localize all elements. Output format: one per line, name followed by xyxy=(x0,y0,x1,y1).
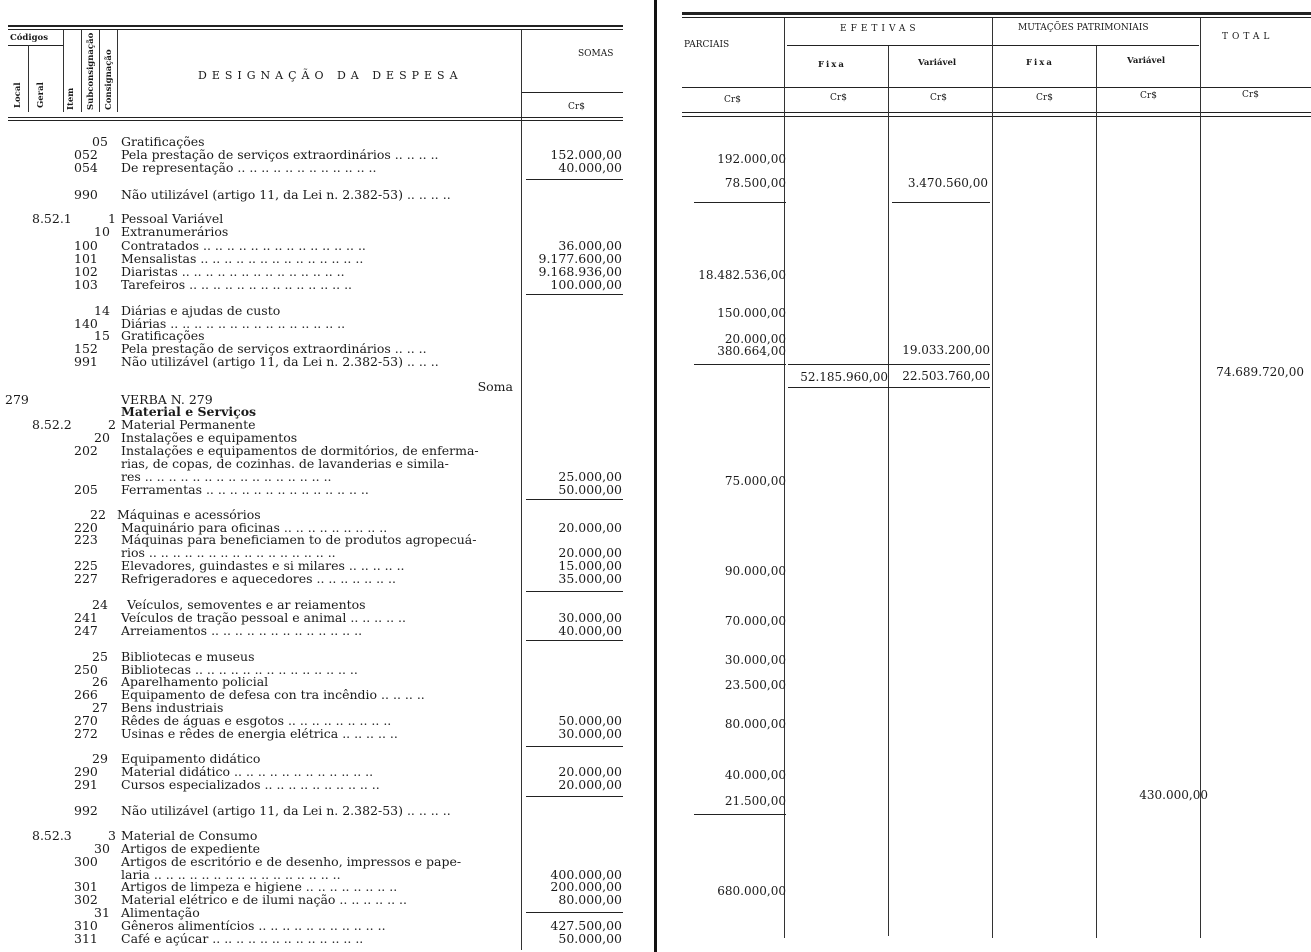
table-row: 247 Arreiamentos .. .. .. .. .. .. .. .. .. .. .. .. .. 40.000,00 xyxy=(74,623,622,638)
table-row: 279 VERBA N. 279 xyxy=(5,392,213,407)
table-row: 101 Mensalistas .. .. .. .. .. .. .. .. .. .. .. .. .. .. 9.177.600,00 xyxy=(74,251,622,266)
efetivas-total-rule xyxy=(788,364,990,365)
table-row: 241 Veículos de tração pessoal e animal .. .. .. .. .. 30.000,00 xyxy=(74,610,622,625)
col-consignacao-header: Consignação xyxy=(104,49,114,110)
efetivas-variavel-value: 22.503.760,00 xyxy=(902,369,990,383)
table-row: laria .. .. .. .. .. .. .. .. .. .. .. .. .. .. .. .. 400.000,00 xyxy=(121,867,622,882)
table-row: 24 Veículos, semoventes e ar reiamentos xyxy=(92,597,366,612)
col-subconsignacao-header: Subconsignação xyxy=(86,32,96,110)
table-row: 220 Maquinário para oficinas .. .. .. .. .. .. .. .. .. 20.000,00 xyxy=(74,520,622,535)
table-row: 30 Artigos de expediente xyxy=(94,841,261,856)
efetivas-variavel-column-rule xyxy=(992,18,993,938)
mutacoes-variavel-header: Variável xyxy=(1127,56,1166,66)
table-row: 227 Refrigeradores e aquecedores .. .. .. .. .. .. .. 35.000,00 xyxy=(74,571,622,586)
header-top-rule xyxy=(8,25,623,27)
efetivas-total-rule-bottom xyxy=(788,387,990,388)
header-top-rule-thin xyxy=(8,29,623,30)
table-row: Material e Serviços xyxy=(121,404,257,419)
parciais-rule xyxy=(694,814,786,815)
table-row: 202 Instalações e equipamentos de dormitórios, de enferma- xyxy=(74,443,479,458)
efetivas-fixa-currency: Cr$ xyxy=(830,93,847,103)
efetivas-variavel-rule xyxy=(892,202,990,203)
table-row: 311 Café e açúcar .. .. .. .. .. .. .. .. .. .. .. .. .. 50.000,00 xyxy=(74,931,622,946)
table-row: 8.52.1 1 Pessoal Variável xyxy=(32,211,224,226)
table-row: 22 Máquinas e acessórios xyxy=(90,507,261,522)
parciais-value: 80.000,00 xyxy=(724,717,786,731)
currency-rule-top xyxy=(682,87,1311,88)
total-currency: Cr$ xyxy=(1242,90,1259,100)
header-sep xyxy=(63,30,64,112)
subtotal-rule xyxy=(526,591,623,592)
right-header-top-rule xyxy=(682,12,1311,15)
page-gutter xyxy=(654,0,657,952)
efetivas-header: EFETIVAS xyxy=(840,24,920,34)
table-row: 302 Material elétrico e de ilumi nação .. .. .. .. .. .. 80.000,00 xyxy=(74,892,622,907)
header-sep xyxy=(81,30,82,112)
table-row: 270 Rêdes de águas e esgotos .. .. .. .. .. .. .. .. .. 50.000,00 xyxy=(74,713,622,728)
table-row: 29 Equipamento didático xyxy=(92,751,261,766)
table-row: 15 Gratificações xyxy=(94,328,205,343)
mutacoes-variavel-currency: Cr$ xyxy=(1140,91,1157,101)
table-row: 26 Aparelhamento policial xyxy=(92,674,269,689)
subtotal-rule xyxy=(526,796,623,797)
table-row: 103 Tarefeiros .. .. .. .. .. .. .. .. .. .. .. .. .. .. 100.000,00 xyxy=(74,277,622,292)
table-row: res .. .. .. .. .. .. .. .. .. .. .. .. .. .. .. .. 25.000,00 xyxy=(121,469,622,484)
table-row: 205 Ferramentas .. .. .. .. .. .. .. .. .. .. .. .. .. .. 50.000,00 xyxy=(74,482,622,497)
designacao-title: DESIGNAÇÃO DA DESPESA xyxy=(198,69,463,82)
parciais-value: 23.500,00 xyxy=(724,678,786,692)
efetivas-variavel-header: Variável xyxy=(918,58,957,68)
mutacoes-fixa-currency: Cr$ xyxy=(1036,93,1053,103)
col-local-header: Local xyxy=(13,82,23,108)
table-row: 250 Bibliotecas .. .. .. .. .. .. .. .. .. .. .. .. .. .. xyxy=(74,662,358,677)
efetivas-fixa-column-rule xyxy=(888,46,889,936)
header-bottom-rule-2 xyxy=(682,116,1311,117)
subtotal-rule xyxy=(526,499,623,500)
parciais-value: 150.000,00 xyxy=(717,306,786,320)
table-row: 27 Bens industriais xyxy=(92,700,224,715)
table-row: 990 Não utilizável (artigo 11, da Lei n. 2.382-53) .. .. .. .. xyxy=(74,187,451,202)
table-row: 05 Gratificações xyxy=(92,134,205,149)
table-row: 25 Bibliotecas e museus xyxy=(92,649,255,664)
codigos-underline xyxy=(8,45,64,46)
parciais-rule xyxy=(694,202,786,203)
table-row: 223 Máquinas para beneficiamen to de produtos agropecuá- xyxy=(74,532,477,547)
parciais-value: 380.664,00 xyxy=(717,344,786,358)
table-row: 054 De representação .. .. .. .. .. .. .. .. .. .. .. .. 40.000,00 xyxy=(74,160,622,175)
somas-label: SOMAS xyxy=(578,49,614,59)
table-row: 310 Gêneros alimentícios .. .. .. .. .. .. .. .. .. .. .. 427.500,00 xyxy=(74,918,622,933)
parciais-value: 90.000,00 xyxy=(724,564,786,578)
mutacoes-variavel-value: 430.000,00 xyxy=(1139,788,1208,802)
parciais-value: 70.000,00 xyxy=(724,614,786,628)
parciais-currency: Cr$ xyxy=(724,95,741,105)
parciais-value: 75.000,00 xyxy=(724,474,786,488)
header-bottom-rule xyxy=(682,112,1311,113)
table-row: 20 Instalações e equipamentos xyxy=(94,430,298,445)
table-row: rios .. .. .. .. .. .. .. .. .. .. .. .. .. .. .. .. 20.000,00 xyxy=(121,545,622,560)
efetivas-variavel-value: 3.470.560,00 xyxy=(907,176,988,190)
mutacoes-fixa-header: Fixa xyxy=(1026,58,1054,68)
parciais-value: 30.000,00 xyxy=(724,653,786,667)
parciais-value: 40.000,00 xyxy=(724,768,786,782)
somas-rule xyxy=(522,92,623,93)
table-row: 225 Elevadores, guindastes e si milares .. .. .. .. .. 15.000,00 xyxy=(74,558,622,573)
table-row: 8.52.2 2 Material Permanente xyxy=(32,417,256,432)
header-bottom-rule xyxy=(8,117,623,118)
table-row: 10 Extranumerários xyxy=(94,224,229,239)
table-row: 102 Diaristas .. .. .. .. .. .. .. .. .. .. .. .. .. .. 9.168.936,00 xyxy=(74,264,622,279)
col-item-header: Item xyxy=(66,87,76,110)
parciais-value: 192.000,00 xyxy=(717,152,786,166)
subtotal-rule xyxy=(526,294,623,295)
table-row: 301 Artigos de limpeza e higiene .. .. .. .. .. .. .. .. 200.000,00 xyxy=(74,879,622,894)
table-row: 052 Pela prestação de serviços extraordinários .. .. .. .. 152.000,00 xyxy=(74,147,622,162)
header-sep xyxy=(28,45,29,112)
header-sep xyxy=(99,30,100,112)
table-row: 31 Alimentação xyxy=(94,905,200,920)
mutacoes-fixa-column-rule xyxy=(1096,46,1097,938)
table-row: 152 Pela prestação de serviços extraordinários .. .. .. xyxy=(74,341,427,356)
table-row: 290 Material didático .. .. .. .. .. .. .. .. .. .. .. .. 20.000,00 xyxy=(74,764,622,779)
parciais-value: 21.500,00 xyxy=(724,794,786,808)
table-row: 8.52.3 3 Material de Consumo xyxy=(32,828,258,843)
parciais-header: PARCIAIS xyxy=(684,40,730,50)
col-geral-header: Geral xyxy=(36,82,46,108)
total-header: TOTAL xyxy=(1222,32,1274,42)
table-row: 291 Cursos especializados .. .. .. .. .. .. .. .. .. .. 20.000,00 xyxy=(74,777,622,792)
subtotal-rule xyxy=(526,746,623,747)
table-row: rias, de copas, de cozinhas. de lavanderias e simila- xyxy=(121,456,449,471)
parciais-value: 18.482.536,00 xyxy=(698,268,786,282)
total-value: 74.689.720,00 xyxy=(1216,365,1304,379)
subtotal-rule xyxy=(526,640,623,641)
header-sep xyxy=(117,30,118,112)
efetivas-variavel-value: 19.033.200,00 xyxy=(902,343,990,357)
codigos-label: Códigos xyxy=(10,33,49,43)
subtotal-rule xyxy=(526,179,623,180)
table-row: 991 Não utilizável (artigo 11, da Lei n. 2.382-53) .. .. .. xyxy=(74,354,439,369)
soma-row: Soma xyxy=(477,379,513,394)
efetivas-fixa-header: Fixa xyxy=(818,60,846,70)
parciais-value: 680.000,00 xyxy=(717,884,786,898)
table-row: 272 Usinas e rêdes de energia elétrica .. .. .. .. .. 30.000,00 xyxy=(74,726,622,741)
parciais-rule xyxy=(694,364,786,365)
efetivas-variavel-currency: Cr$ xyxy=(930,93,947,103)
right-header-top-rule-thin xyxy=(682,17,1311,18)
table-row: 300 Artigos de escritório e de desenho, impressos e pape- xyxy=(74,854,462,869)
parciais-value: 78.500,00 xyxy=(724,176,786,190)
subheader-rule xyxy=(787,45,1199,46)
efetivas-fixa-value: 52.185.960,00 xyxy=(800,370,888,384)
table-row: 266 Equipamento de defesa con tra incêndio .. .. .. .. xyxy=(74,687,425,702)
table-row: 992 Não utilizável (artigo 11, da Lei n. 2.382-53) .. .. .. .. xyxy=(74,803,451,818)
mutacoes-header: MUTAÇÕES PATRIMONIAIS xyxy=(1018,23,1149,33)
somas-currency: Cr$ xyxy=(568,102,585,112)
parciais-value: 20.000,00 xyxy=(724,332,786,346)
table-row: 140 Diárias .. .. .. .. .. .. .. .. .. .. .. .. .. .. .. xyxy=(74,316,346,331)
table-row: 100 Contratados .. .. .. .. .. .. .. .. .. .. .. .. .. .. 36.000,00 xyxy=(74,238,622,253)
table-row: 14 Diárias e ajudas de custo xyxy=(94,303,281,318)
header-bottom-rule-2 xyxy=(8,120,623,121)
